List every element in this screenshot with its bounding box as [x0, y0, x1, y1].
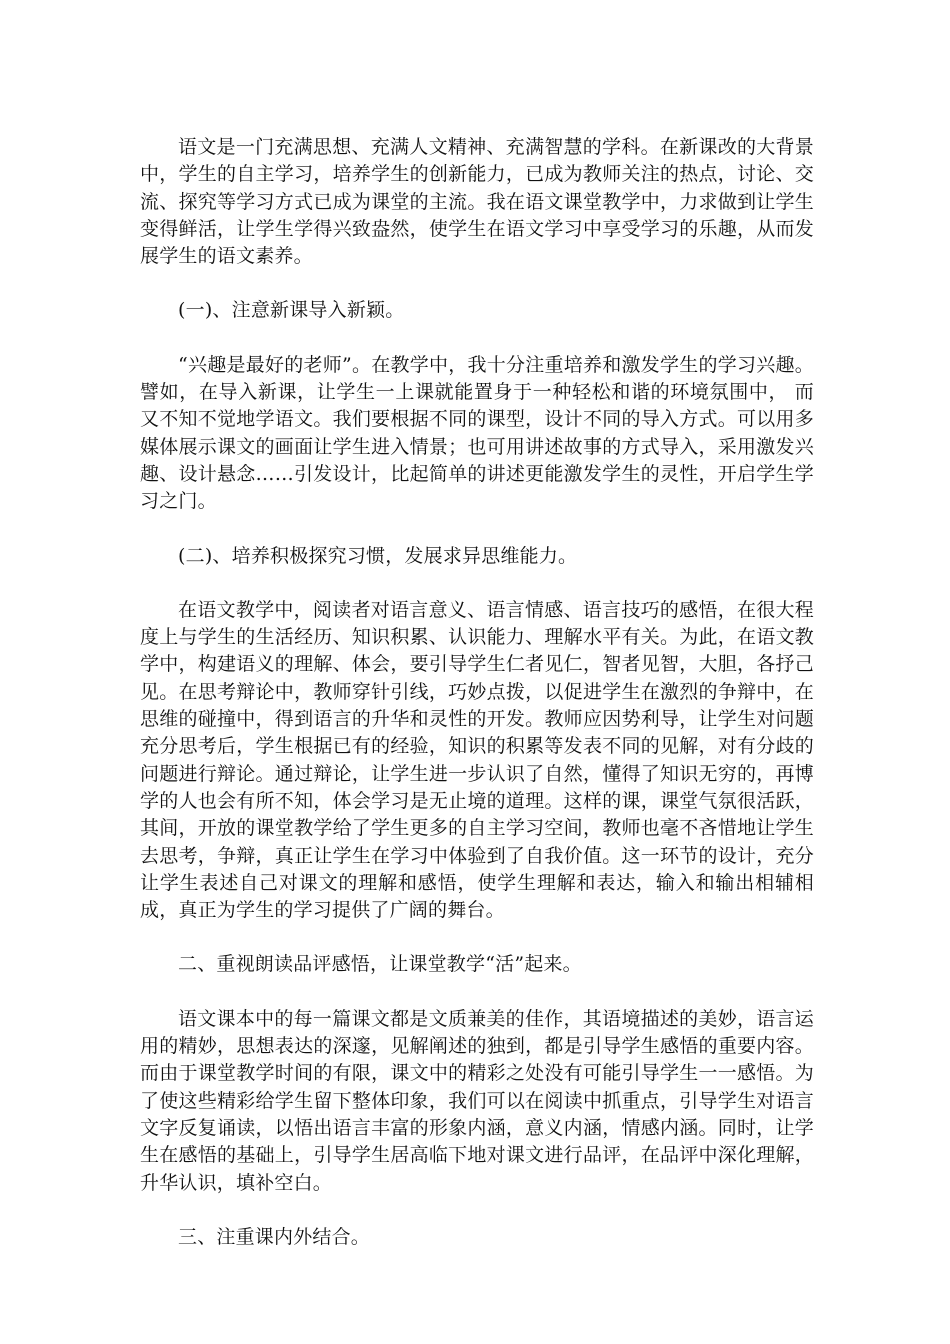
section-heading-1: (一)、注意新课导入新颖。 — [178, 299, 405, 322]
document-body — [140, 134, 814, 1278]
section-1-paragraph: “兴趣是最好的老师”。在教学中，我十分注重培养和激发学生的学习兴趣。譬如，在导入新课，让学生一上课就能置身于一种轻松和谐的环境氛围中， 而又不知不觉地学语文。我们要根据不同的课型，设计不同的导入方式。可以用多媒体展示课文的画面让学生进入情景；也可用讲述故事的方式导入，采用激发兴趣、设计悬念……引发设计，比起简单的讲述更能激发学生的灵性，开启学生学习之门。 — [140, 353, 814, 513]
chapter-heading-3: 三、注重课内外结合。 — [178, 1225, 371, 1248]
section-heading-2: (二)、培养积极探究习惯，发展求异思维能力。 — [178, 544, 578, 567]
section-2-paragraph: 在语文教学中，阅读者对语言意义、语言情感、语言技巧的感悟，在很大程度上与学生的生活经历、知识积累、认识能力、理解水平有关。为此，在语文教学中，构建语义的理解、体会，要引导学生仁者见仁，智者见智，大胆，各抒己见。在思考辩论中，教师穿针引线，巧妙点拨，以促进学生在激烈的争辩中，在思维的碰撞中，得到语言的升华和灵性的开发。教师应因势利导，让学生对问题充分思考后，学生根据已有的经验，知识的积累等发表不同的见解，对有分歧的问题进行辩论。通过辩论，让学生进一步认识了自然，懂得了知识无穷的，再博学的人也会有所不知，体会学习是无止境的道理。这样的课，课堂气氛很活跃，其间，开放的课堂教学给了学生更多的自主学习空间，教师也毫不吝惜地让学生去思考，争辩，真正让学生在学习中体验到了自我价值。这一环节的设计，充分让学生表述自己对课文的理解和感悟，使学生理解和表达，输入和输出相辅相成，真正为学生的学习提供了广阔的舞台。 — [140, 598, 814, 922]
intro-paragraph: 语文是一门充满思想、充满人文精神、充满智慧的学科。在新课改的大背景中，学生的自主学习，培养学生的创新能力，已成为教师关注的热点，讨论、交流、探究等学习方式已成为课堂的主流。我在语文课堂教学中，力求做到让学生变得鲜活，让学生学得兴致盎然，使学生在语文学习中享受学习的乐趣，从而发展学生的语文素养。 — [140, 136, 814, 268]
chapter-2-paragraph: 语文课本中的每一篇课文都是文质兼美的佳作，其语境描述的美妙，语言运用的精妙，思想表达的深邃，见解阐述的独到，都是引导学生感悟的重要内容。而由于课堂教学时间的有限，课文中的精彩之处没有可能引导学生一一感悟。为了使这些精彩给学生留下整体印象，我们可以在阅读中抓重点，引导学生对语言文字反复诵读，以悟出语言丰富的形象内涵，意义内涵，情感内涵。同时，让学生在感悟的基础上，引导学生居高临下地对课文进行品评，在品评中深化理解，升华认识，填补空白。 — [140, 1007, 814, 1194]
chapter-heading-2: 二、重视朗读品评感悟，让课堂教学“活”起来。 — [178, 953, 582, 976]
